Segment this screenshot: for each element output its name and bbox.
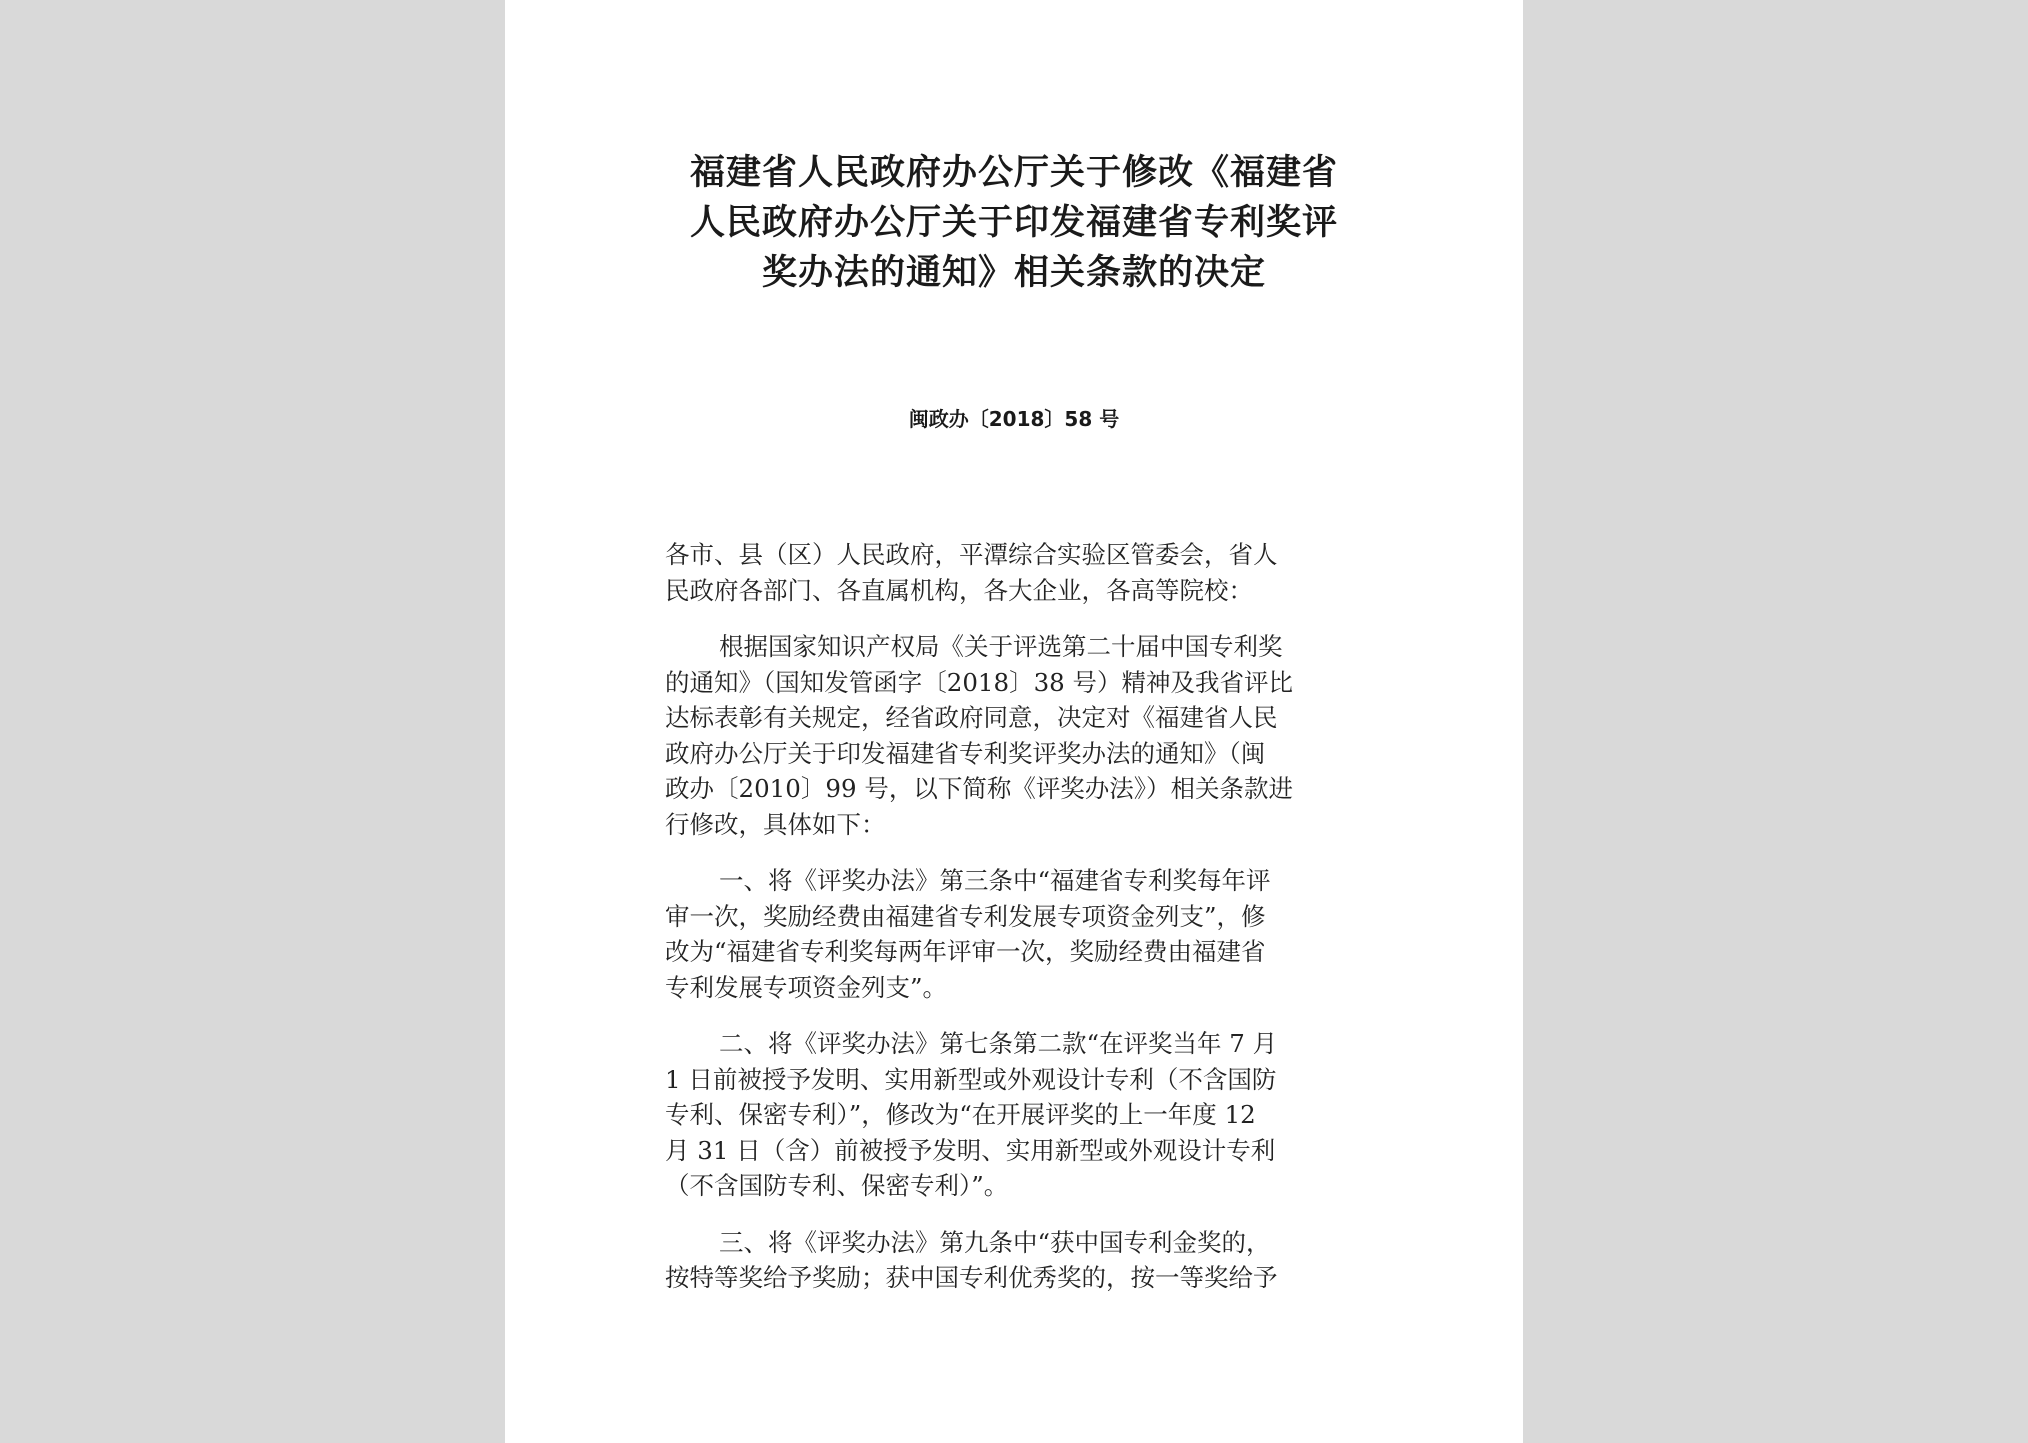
document-number: 闽政办〔2018〕58 号 bbox=[908, 407, 1120, 431]
text-line: 1 日前被授予发明、实用新型或外观设计专利（不含国防 bbox=[665, 1064, 1277, 1094]
text-line: 民政府各部门、各直属机构，各大企业，各高等院校： bbox=[665, 575, 1253, 605]
salutation-paragraph bbox=[665, 537, 1365, 608]
text-line: （不含国防专利、保密专利）”。 bbox=[665, 1171, 1009, 1200]
text-line: 一、将《评奖办法》第三条中“福建省专利奖每年评 bbox=[719, 866, 1271, 895]
title-line: 人民政府办公厅关于印发福建省专利奖评 bbox=[689, 203, 1338, 243]
text-line: 月 31 日（含）前被授予发明、实用新型或外观设计专利 bbox=[665, 1135, 1276, 1165]
amendment-paragraph bbox=[665, 863, 1365, 1005]
text-line: 改为“福建省专利奖每两年评审一次，奖励经费由福建省 bbox=[665, 937, 1266, 966]
text-line: 各市、县（区）人民政府，平潭综合实验区管委会，省人 bbox=[665, 540, 1278, 569]
document-title bbox=[505, 148, 1523, 298]
text-line: 三、将《评奖办法》第九条中“获中国专利金奖的， bbox=[719, 1227, 1271, 1257]
text-line: 专利发展专项资金列支”。 bbox=[665, 972, 948, 1002]
text-line: 政府办公厅关于印发福建省专利奖评奖办法的通知》（闽 bbox=[665, 738, 1266, 768]
text-line: 按特等奖给予奖励；获中国专利优秀奖的，按一等奖给予 bbox=[665, 1263, 1278, 1292]
body-paragraph bbox=[665, 629, 1365, 842]
text-line: 达标表彰有关规定，经省政府同意，决定对《福建省人民 bbox=[665, 703, 1278, 732]
text-line: 审一次，奖励经费由福建省专利发展专项资金列支”，修 bbox=[665, 901, 1266, 931]
title-line: 福建省人民政府办公厅关于修改《福建省 bbox=[689, 153, 1338, 193]
text-line: 的通知》（国知发管函字〔2018〕38 号）精神及我省评比 bbox=[665, 667, 1294, 697]
text-line: 根据国家知识产权局《关于评选第二十届中国专利奖 bbox=[719, 632, 1283, 661]
title-line: 奖办法的通知》相关条款的决定 bbox=[761, 253, 1266, 293]
text-line: 专利、保密专利）”，修改为“在开展评奖的上一年度 12 bbox=[665, 1100, 1256, 1129]
text-line: 政办〔2010〕99 号，以下简称《评奖办法》）相关条款进 bbox=[665, 774, 1294, 803]
document-page bbox=[505, 0, 1523, 1443]
text-line: 行修改，具体如下： bbox=[665, 809, 886, 839]
document-body bbox=[665, 537, 1365, 1317]
amendment-paragraph bbox=[665, 1026, 1365, 1204]
amendment-paragraph bbox=[665, 1225, 1365, 1296]
text-line: 二、将《评奖办法》第七条第二款“在评奖当年 7 月 bbox=[719, 1029, 1278, 1058]
